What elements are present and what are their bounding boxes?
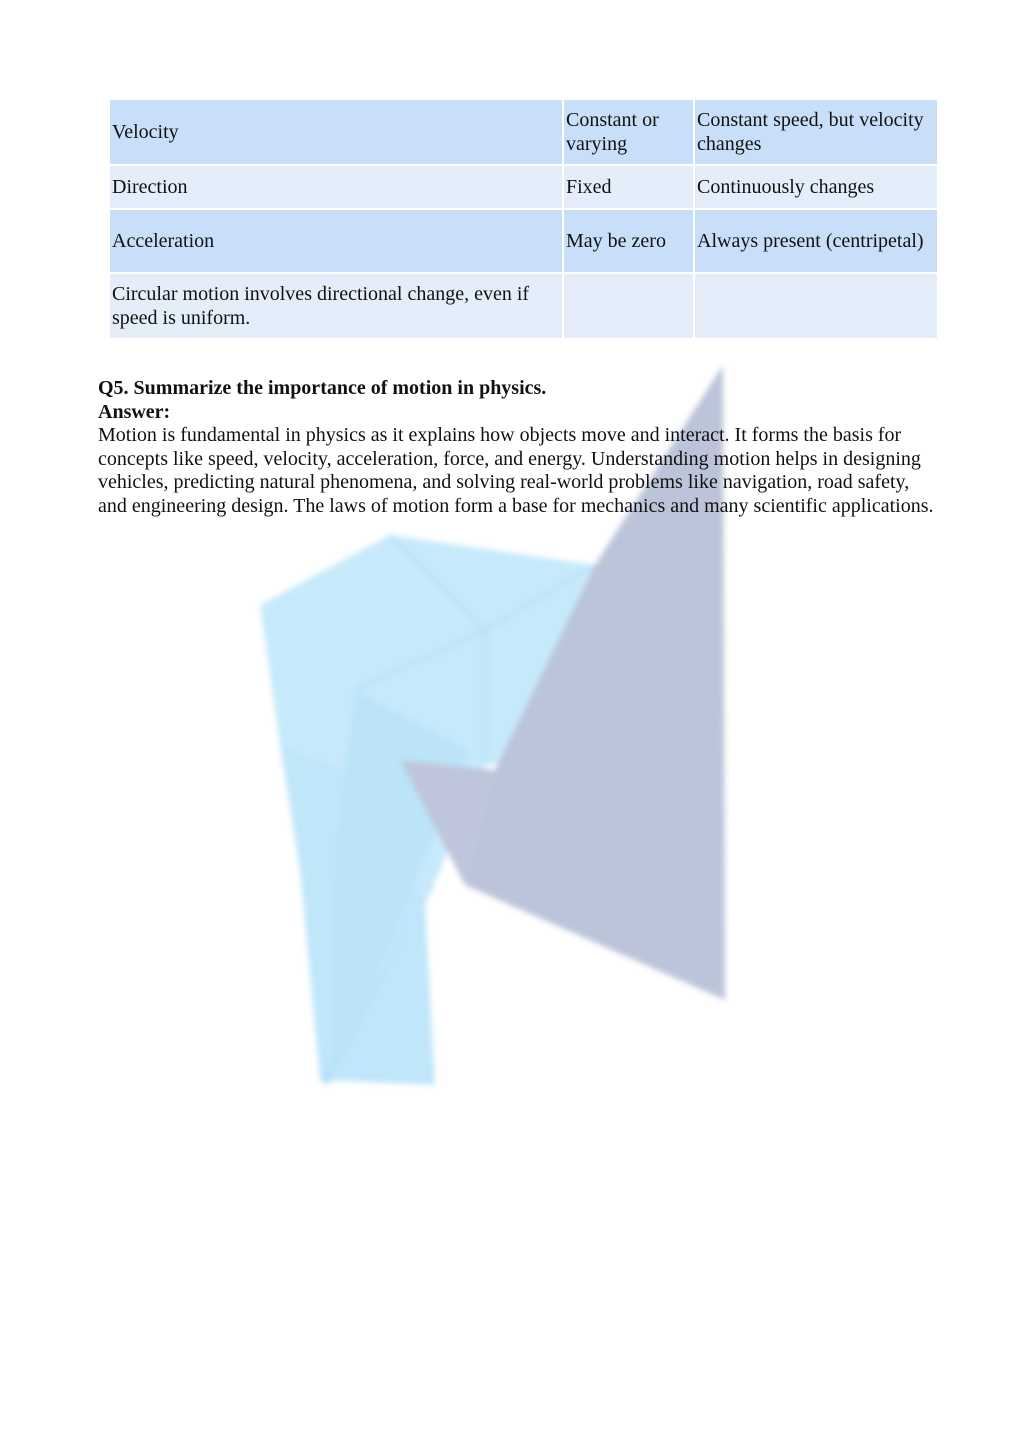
answer-label: Answer: (98, 400, 171, 423)
table-cell: May be zero (563, 209, 694, 273)
table-row (109, 209, 938, 273)
table-cell: Continuously changes (694, 165, 938, 209)
table-row (109, 165, 938, 209)
question-heading: Q5. Summarize the importance of motion in physics. (98, 377, 547, 399)
comparison-table (108, 98, 939, 340)
table-cell: Acceleration (109, 209, 563, 273)
table-cell: Velocity (109, 99, 563, 165)
answer-text: Motion is fundamental in physics as it explains how objects move and interact. It forms the basis for concepts like speed, velocity, acceleration, force, and energy. Understanding motion helps in designing vehicles, predicting natural phenomena, and solving real-world problems like navigation, road safety, and engineering design. The laws of motion form a base for mechanics and many scientific applications. (98, 424, 934, 517)
table-cell: Always present (centripetal) (694, 209, 938, 273)
table-cell: Constant speed, but velocity changes (694, 99, 938, 165)
table-cell: Circular motion involves directional change, even if speed is uniform. (109, 273, 563, 339)
table-cell: Direction (109, 165, 563, 209)
table-cell (694, 273, 938, 339)
table-row (109, 273, 938, 339)
table-cell: Fixed (563, 165, 694, 209)
table-cell (563, 273, 694, 339)
table-row (109, 99, 938, 165)
table-cell: Constant or varying (563, 99, 694, 165)
question-answer-section (98, 377, 938, 519)
